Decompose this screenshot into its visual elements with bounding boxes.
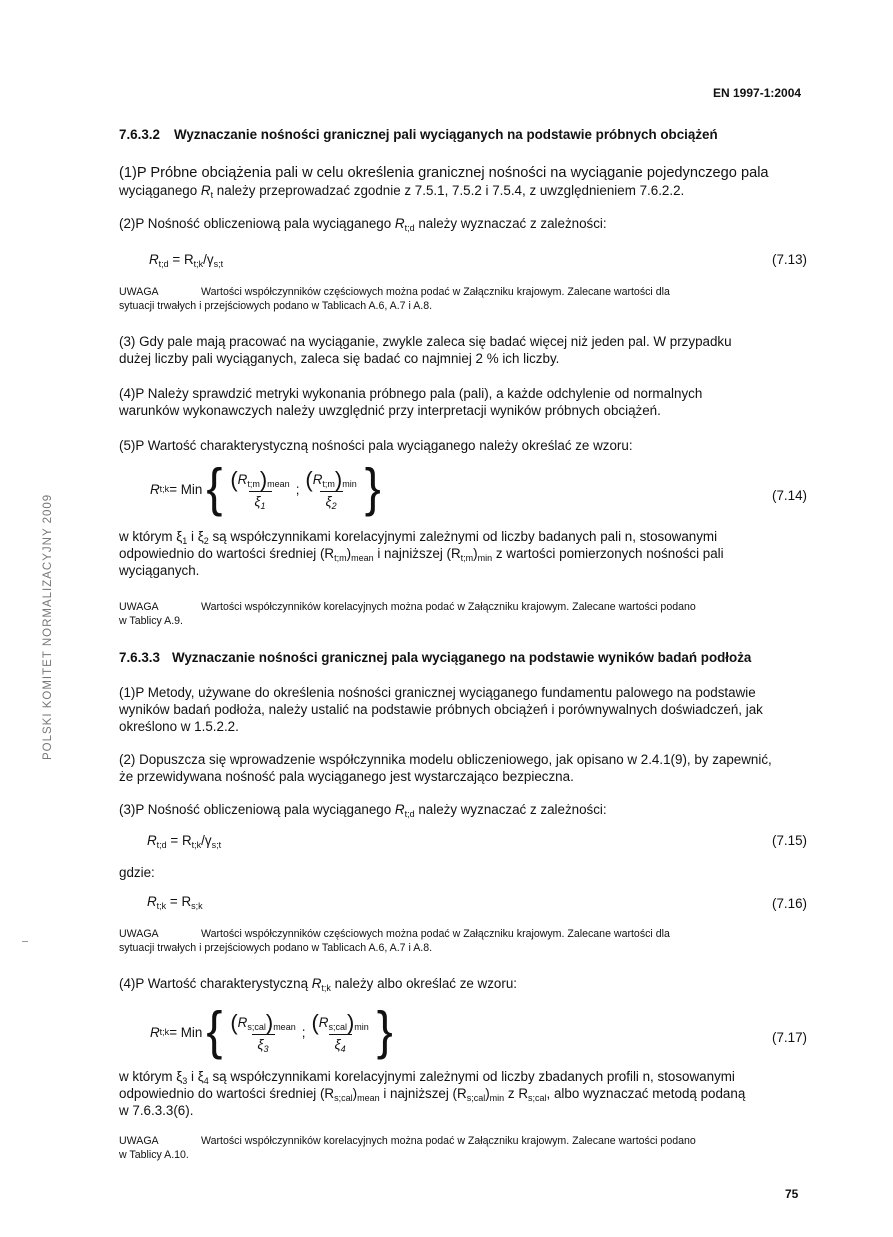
- paragraph-5p: (5)P Wartość charakterystyczną nośności pala wyciąganego należy określać ze wzoru:: [119, 438, 633, 453]
- paragraph-1p: [119, 165, 819, 199]
- note-4: UWAGA Wartości współczynników korelacyjnych można podać w Załączniku krajowym. Zalecane wartości podano w Tablicy A.10.: [119, 1135, 696, 1161]
- paragraph-1p: (1)P Metody, używane do określenia nośności granicznej wyciąganego fundamentu palowego na podstawie wyników badań podłoża, należy ustalić na podstawie próbnych obciążeń i porównywalnych doświadczeń, jak określono w 1.5.2.2.: [119, 685, 763, 734]
- paragraph-3p: (3)P Nośność obliczeniową pala wyciąganego $R_{t;d}$ należy wyznaczać z zależności:: [119, 802, 607, 819]
- equation-7-13: $R_{t;d} = R_{t;k}/\gamma_{s;t}$: [149, 252, 224, 269]
- equation-7-16: $R_{t;k} = R_{s;k}$: [147, 894, 203, 911]
- paragraph-3: (3) Gdy pale mają pracować na wyciąganie, zwykle zaleca się badać więcej niż jeden pal. W przypadku dużej liczby pali wyciąganych, zaleca się badać co najmniej 2 % ich liczby.: [119, 334, 732, 366]
- paragraph-2p: (2)P Nośność obliczeniową pala wyciąganego $R_{t;d}$ należy wyznaczać z zależności:: [119, 216, 607, 233]
- equation-number: (7.16): [772, 896, 807, 911]
- page-number: 75: [785, 1187, 799, 1201]
- paragraph-4p: (4)P Wartość charakterystyczną $R_{t;k}$ należy albo określać ze wzoru:: [119, 976, 517, 993]
- margin-dash: [22, 941, 28, 942]
- equation-7-14: R t;k = Min { $\frac{(R_{t;m})_{mean}}{\xi_1}$ ; $\frac{(R_{t;m})_{min}}{\xi_2}$ }: [150, 459, 381, 518]
- section-title: Wyznaczanie nośności granicznej pali wyciąganych na podstawie próbnych obciążeń: [173, 127, 718, 142]
- side-watermark: POLSKI KOMITET NORMALIZACYJNY 2009: [42, 493, 54, 760]
- equation-7-15: $R_{t;d} = R_{t;k}/\gamma_{s;t}$: [147, 833, 222, 850]
- equation-7-17: R t;k = Min { $\frac{(R_{s;cal})_{mean}}{\xi_3}$ ; $\frac{(R_{s;cal})_{min}}{\xi_4}$ }: [150, 1002, 393, 1061]
- section-number: 7.6.3.2: [119, 127, 160, 142]
- paragraph-4p: (4)P Należy sprawdzić metryki wykonania próbnego pala (pali), a każde odchylenie od normalnych warunków wykonawczych należy uwzględnić przy interpretacji wyników próbnych obciążeń.: [119, 386, 703, 418]
- paragraph-2: (2) Dopuszcza się wprowadzenie współczynnika modelu obliczeniowego, jak opisano w 2.4.1(9), by zapewnić, że przewidywana nośność pala wyciąganego jest wystarczająco bezpieczna.: [119, 752, 772, 784]
- section-title: Wyznaczanie nośności granicznej pala wyciąganego na podstawie wyników badań podłoża: [171, 650, 752, 665]
- note-1: UWAGA Wartości współczynników częściowych można podać w Załączniku krajowym. Zalecane wartości dla sytuacji trwałych i przejściowych podano w Tablicach A.6, A.7 i A.8.: [119, 286, 670, 312]
- section-number: 7.6.3.3: [119, 650, 160, 665]
- equation-number: (7.13): [772, 252, 807, 267]
- section-heading-7633: [119, 650, 751, 665]
- paragraph-line: wyciąganego $R_t$ należy przeprowadzać zgodnie z 7.5.1, 7.5.2 i 7.5.4, z uwzględnieniem 7.6.2.2.: [119, 183, 685, 200]
- paragraph-6: w którym $\xi_1$ i $\xi_2$ są współczynnikami korelacyjnymi zależnymi od liczby badanych pali n, stosowanymi odpowiednio do wartości średniej $(R_{t;m})_{mean}$ i najniższej $(R_{t;m})_{min}$ z wartości pomierzonych nośności pali wyciąganych.: [119, 529, 724, 578]
- equation-number: (7.14): [772, 488, 807, 503]
- gdzie-label: gdzie:: [119, 865, 155, 880]
- equation-number: (7.15): [772, 833, 807, 848]
- paragraph-line: (1)P Próbne obciążenia pali w celu określenia granicznej nośności na wyciąganie pojedynczego pala: [119, 165, 769, 181]
- equation-number: (7.17): [772, 1030, 807, 1045]
- paragraph-5: w którym $\xi_3$ i $\xi_4$ są współczynnikami korelacyjnymi zależnymi od liczby zbadanych profili n, stosowanymi odpowiednio do wartości średniej $(R_{s;cal})_{mean}$ i najniższej $(R_{s;cal})_{min}$ z $R_{s;cal}$, albo wyznaczać metodą podaną w 7.6.3.3(6).: [119, 1069, 746, 1118]
- section-heading-7632: [119, 127, 718, 142]
- note-3: UWAGA Wartości współczynników częściowych można podać w Załączniku krajowym. Zalecane wartości dla sytuacji trwałych i przejściowych podano w Tablicach A.6, A.7 i A.8.: [119, 928, 670, 954]
- note-2: UWAGA Wartości współczynników korelacyjnych można podać w Załączniku krajowym. Zalecane wartości podano w Tablicy A.9.: [119, 601, 696, 627]
- standard-header: EN 1997-1:2004: [713, 86, 802, 100]
